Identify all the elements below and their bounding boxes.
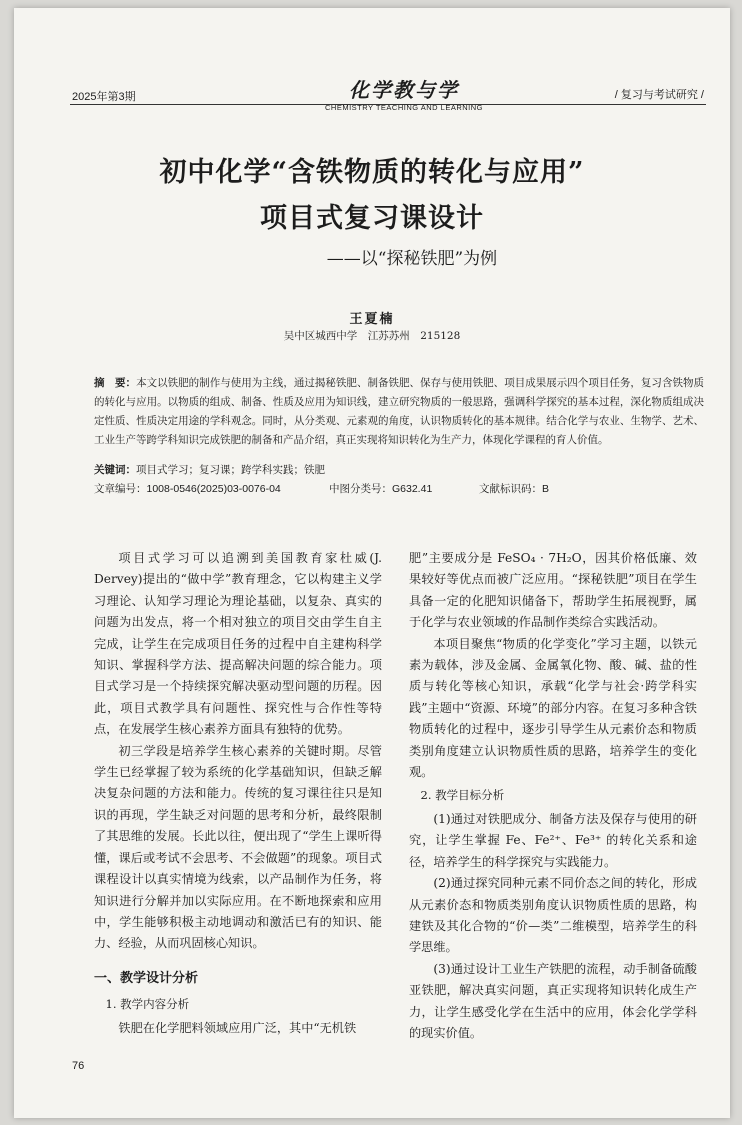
keywords xyxy=(94,462,325,477)
body-paragraph: 本项目聚焦“物质的化学变化”学习主题，以铁元素为载体，涉及金属、金属氧化物、酸、碱、盐的性质与转化等核心知识，承载“化学与社会·跨学科实践”主题中“资源、环境”的部分内容。在复习多种含铁物质转化的过程中，逐步引导学生从元素价态和物质类别角度建立认识物质性质的思路，培养学生的变化观。 xyxy=(409,636,697,780)
body-paragraph: 初三学段是培养学生核心素养的关键时期。尽管学生已经掌握了较为系统的化学基础知识，但缺乏解决复杂问题的方法和能力。传统的复习课往往只是知识的再现，学生缺乏对问题的思考和分析，最终限制了其思维的发展。长此以往，便出现了“学生上课听得懂，课后或考试不会思考、不会做题”的现象。项目式课程设计以真实情境为线索，以产品制作为任务，将知识进行分解并加以实际应用。在不断地探索和应用中，学生能够积极主动地调动和激活已有的知识、能力、经验，从而巩固核心知识。 xyxy=(94,743,382,951)
author-name: 王夏楠 xyxy=(349,312,395,327)
page-number: 76 xyxy=(72,1060,85,1072)
journal-page xyxy=(14,8,730,1118)
article-title-line2: 项目式复习课设计 xyxy=(260,203,484,234)
journal-logo-text: 化学教与学 xyxy=(349,78,459,102)
abstract-text: 本文以铁肥的制作与使用为主线，通过揭秘铁肥、制备铁肥、保存与使用铁肥、项目成果展示四个项目任务，复习含铁物质的转化与应用。以物质的组成、制备、性质及应用为知识线，建立研究物质的一般思路，强调科学探究的基本过程，深化物质组成决定性质、性质决定用途的学科观念。同时，从分类观、元素观的角度，认识物质转化的基本规律。结合化学与农业、生物学、艺术、工业生产等跨学科知识完成铁肥的制备和产品介绍，真正实现将知识转化为生产力，体现化学课程的育人价值。 xyxy=(94,377,705,446)
body-paragraph: (2)通过探究同种元素不同价态之间的转化，形成从元素价态和物质类别角度认识物质性质的思路，构建铁及其化合物的“价—类”二维模型，培养学生的科学思维。 xyxy=(409,876,697,955)
body-paragraph: (3)通过设计工业生产铁肥的流程，动手制备硫酸亚铁肥，解决真实问题，真正实现将知识转化成生产力，让学生感受化学在生活中的应用，体会化学学科的现实价值。 xyxy=(409,961,697,1040)
article-meta xyxy=(94,481,704,496)
section-label: / 复习与考试研究 / xyxy=(614,89,704,101)
article-number: 文章编号：1008-0546(2025)03-0076-04 xyxy=(94,483,281,495)
author-affiliation: 吴中区城西中学 江苏苏州 215128 xyxy=(283,330,461,342)
journal-logo-english: CHEMISTRY TEACHING AND LEARNING xyxy=(324,103,484,112)
class-number: 中图分类号：G632.41 xyxy=(329,483,433,495)
body-column-left xyxy=(94,548,382,1039)
header-divider xyxy=(70,104,706,105)
body-paragraph: (1)通过对铁肥成分、制备方法及保存与使用的研究，让学生掌握 Fe、Fe²⁺、Fe³⁺ 的转化关系和途径，培养学生的科学探究与实践能力。 xyxy=(409,811,697,869)
abstract-label: 摘 要： xyxy=(94,377,137,389)
subsection-heading: 2. 教学目标分析 xyxy=(420,788,505,803)
body-paragraph: 项目式学习可以追溯到美国教育家杜威(J. Dervey)提出的“做中学”教育理念，它以构建主义学习理论、认知学习理论为理论基础，以复杂、真实的问题为出发点，将一个相对独立的项目交由学生自主完成，让学生在完成项目任务的过程中自主建构科学知识、掌握科学方法、提高解决问题的综合能力。项目式学习是一个持续探究解决驱动型问题的历程。因此，项目式教学具有问题性、探究性与合作性等特点，在发展学生核心素养方面具有独特的优势。 xyxy=(94,551,382,737)
body-paragraph: 肥”主要成分是 FeSO₄ · 7H₂O，因其价格低廉、效果较好等优点而被广泛应用。“探秘铁肥”项目在学生具备一定的化肥知识储备下，帮助学生拓展视野，属于化学与农业领域的作品制作类综合实践活动。 xyxy=(409,551,697,630)
keywords-label: 关键词： xyxy=(94,464,136,476)
abstract xyxy=(94,374,704,450)
journal-logo xyxy=(304,74,504,112)
article-subtitle: ——以“探秘铁肥”为例 xyxy=(326,249,498,269)
body-column-right xyxy=(409,548,697,1044)
article-title-line1: 初中化学“含铁物质的转化与应用” xyxy=(159,157,585,188)
subsection-heading: 1. 教学内容分析 xyxy=(105,997,190,1012)
section-heading: 一、教学设计分析 xyxy=(94,969,199,985)
body-paragraph: 铁肥在化学肥料领域应用广泛，其中“无机铁 xyxy=(118,1020,357,1035)
document-code: 文献标识码：B xyxy=(479,483,550,495)
keywords-text: 项目式学习；复习课；跨学科实践；铁肥 xyxy=(136,464,325,476)
issue-label: 2025年第3期 xyxy=(72,91,136,103)
